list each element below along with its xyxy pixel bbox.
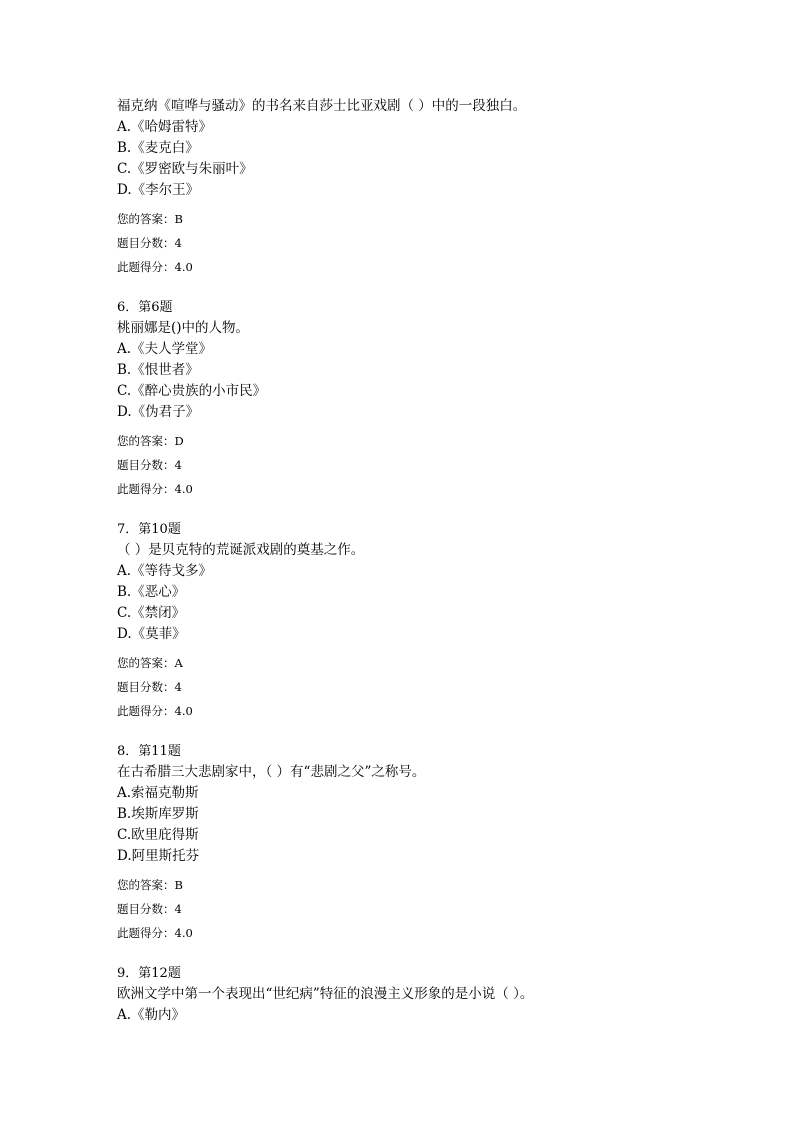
- option-d: D.《伪君子》: [117, 404, 200, 420]
- question-block: [117, 96, 737, 279]
- option-d: D.《李尔王》: [117, 182, 200, 198]
- question-text: 在古希腊三大悲剧家中，（ ）有“悲剧之父”之称号。: [117, 764, 426, 780]
- option-b: B.《麦克白》: [117, 140, 199, 156]
- option-b: B.埃斯库罗斯: [117, 806, 199, 822]
- question-number: 9．第12题: [117, 966, 181, 981]
- question-score: 题目分数：4: [117, 902, 182, 916]
- option-b: B.《恨世者》: [117, 362, 199, 378]
- question-block: [117, 520, 737, 723]
- option-d: D.阿里斯托芬: [117, 848, 200, 864]
- your-answer: 您的答案：B: [117, 212, 183, 226]
- result-block: [117, 429, 737, 501]
- spacer: [117, 723, 737, 742]
- question-number: 8．第11题: [117, 744, 181, 759]
- your-answer: 您的答案：A: [117, 656, 183, 670]
- question-text: 桃丽娜是()中的人物。: [117, 320, 250, 336]
- spacer: [117, 501, 737, 520]
- option-a: A.《勒内》: [117, 1007, 186, 1023]
- question-block: [117, 298, 737, 501]
- spacer: [117, 279, 737, 298]
- option-b: B.《恶心》: [117, 584, 186, 600]
- question-score: 题目分数：4: [117, 680, 182, 694]
- question-score: 题目分数：4: [117, 458, 182, 472]
- option-c: C.欧里庇得斯: [117, 827, 199, 843]
- your-answer: 您的答案：D: [117, 434, 184, 448]
- option-a: A.《等待戈多》: [117, 563, 213, 579]
- document-body: [117, 96, 737, 1026]
- earned-score: 此题得分：4.0: [117, 482, 193, 496]
- option-a: A.《哈姆雷特》: [117, 119, 213, 135]
- option-c: C.《醉心贵族的小市民》: [117, 383, 267, 399]
- earned-score: 此题得分：4.0: [117, 704, 193, 718]
- earned-score: 此题得分：4.0: [117, 260, 193, 274]
- result-block: [117, 651, 737, 723]
- question-number: 7．第10题: [117, 522, 181, 537]
- your-answer: 您的答案：B: [117, 878, 183, 892]
- option-a: A.《夫人学堂》: [117, 341, 213, 357]
- question-text: 福克纳《喧哗与骚动》的书名来自莎士比亚戏剧（ ）中的一段独白。: [117, 98, 527, 114]
- question-text: （ ）是贝克特的荒诞派戏剧的奠基之作。: [117, 542, 365, 558]
- result-block: [117, 207, 737, 279]
- question-text: 欧洲文学中第一个表现出“世纪病”特征的浪漫主义形象的是小说（ ）。: [117, 986, 534, 1002]
- question-score: 题目分数：4: [117, 236, 182, 250]
- question-block: [117, 742, 737, 945]
- question-number: 6．第6题: [117, 300, 173, 315]
- option-c: C.《罗密欧与朱丽叶》: [117, 161, 253, 177]
- question-block: [117, 964, 737, 1026]
- option-d: D.《莫菲》: [117, 626, 186, 642]
- earned-score: 此题得分：4.0: [117, 926, 193, 940]
- option-c: C.《禁闭》: [117, 605, 186, 621]
- option-a: A.索福克勒斯: [117, 785, 199, 801]
- spacer: [117, 945, 737, 964]
- result-block: [117, 873, 737, 945]
